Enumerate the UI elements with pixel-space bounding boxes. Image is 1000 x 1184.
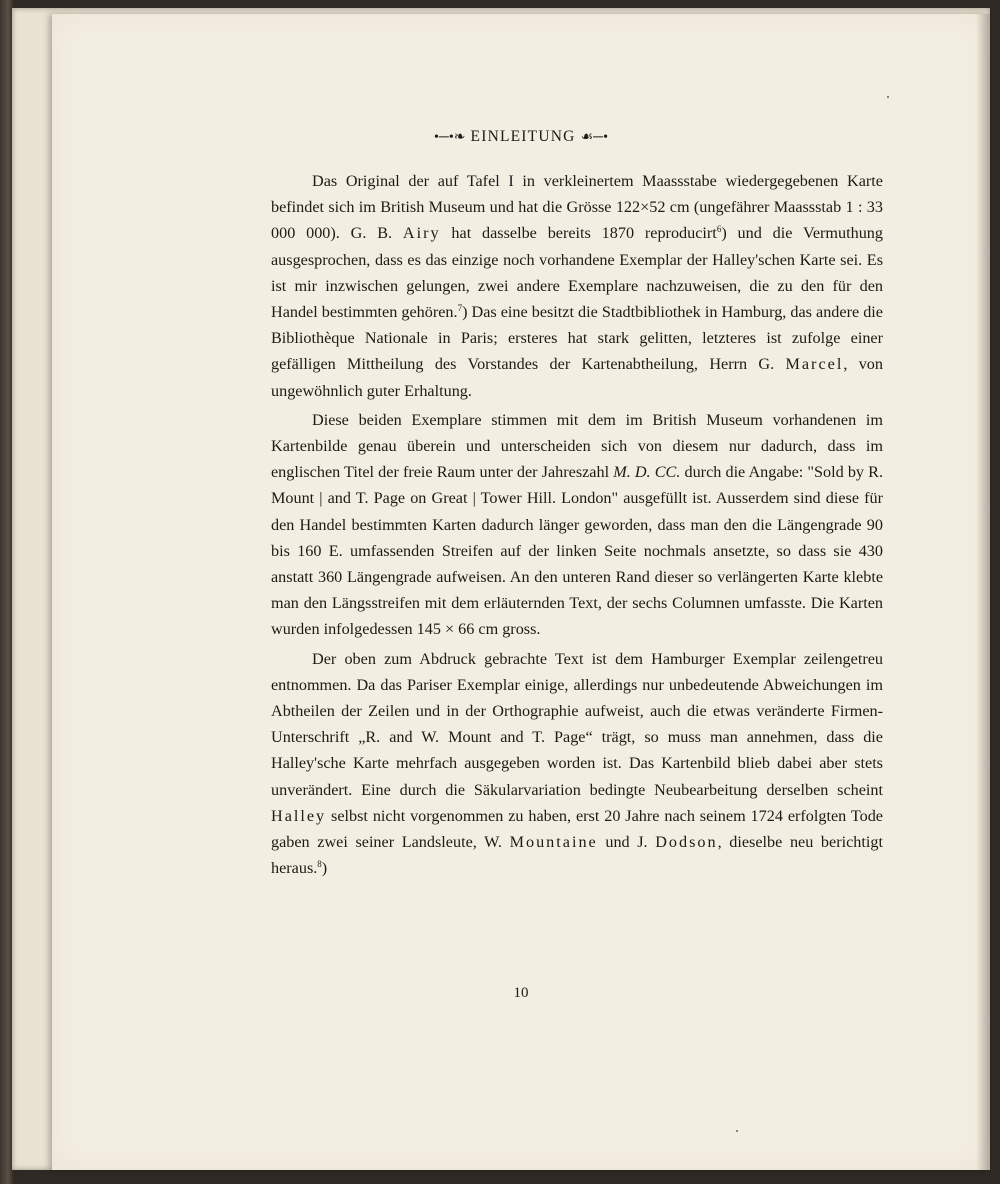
footnote-ref: 6 (716, 224, 722, 235)
paper-speck (887, 96, 889, 98)
text-run: ) Das eine besitzt die Stadtbibliothek in Hamburg, das andere die Bibliothèque Nationale in Paris; ersteres hat stark gelitten, letzteres ist zufolge einer gefälligen Mittheilung des Vorstandes der Kartenabtheilung, Herrn G. (271, 303, 883, 374)
text-run: Das Original der auf Tafel I in verkleinertem Maassstabe wiedergegebenen Karte befindet sich im British Museum und hat die Grösse 122×52 cm (ungefährer Maassstab 1 : 33 000 000). G. B. (271, 172, 883, 243)
text-run: Der oben zum Abdruck gebrachte Text ist dem Hamburger Exemplar zeilengetreu entnommen. Da das Pariser Exemplar einige, allerdings nur unbedeutende Abweichungen im Abtheilen der Zeilen und in der Orthographie aufweist, auch die etwas veränderte Firmen-Unterschrift „R. and W. Mount and T. Page“ trägt, so muss man annehmen, dass die Halley'sche Karte mehrfach ausgegeben worden ist. Das Kartenbild blieb dabei aber stets unverändert. Eine durch die Säkularvariation bedingte Neubearbeitung derselben scheint (271, 649, 883, 799)
text-run: ) und die Vermuthung ausgesprochen, dass es das einzige noch vorhandene Exemplar der Halley'schen Karte sei. Es ist mir inzwischen gelungen, zwei andere Exemplare nachzuweisen, die zu den für den Handel bestimmten gehören. (271, 224, 883, 322)
spaced-name: Dodson (655, 833, 718, 852)
ornament-left-icon: •─•❧ (434, 130, 466, 145)
spaced-name: Airy (402, 224, 441, 243)
page-heading (52, 128, 990, 146)
page-number: 10 (513, 985, 529, 1001)
heading-title: EINLEITUNG (470, 128, 576, 145)
text-run: durch die Angabe: "Sold by R. Mount | and T. Page on Great | Tower Hill. London" ausgefüllt ist. Ausserdem sind diese für den Handel bestimmten Karten dadurch länger geworden, dass man den die Längengrade 90 bis 160 E. umfassenden Streifen auf der linken Seite nochmals ansetzte, so dass sie 430 anstatt 360 Längengrade aufweisen. An den unteren Rand dieser so verlängerten Karte klebte man den Längsstreifen mit dem erläuternden Text, der sechs Columnen umfasste. Die Karten wurden infolgedessen 145 × 66 cm gross. (271, 463, 883, 639)
footnote-ref: 8 (317, 859, 322, 870)
text-run: selbst nicht vorgenommen zu haben, erst 20 Jahre nach seinem 1724 erfolgten Tode gaben zwei seiner Landsleute, W. (271, 806, 883, 852)
text-run: Diese beiden Exemplare stimmen mit dem im British Museum vorhandenen im Kartenbilde genau überein und unterscheiden sich von diesem nur dadurch, dass im englischen Titel der freie Raum unter der Jahreszahl (271, 410, 883, 482)
spaced-name: Mountaine (509, 833, 598, 852)
paragraph-2 (271, 407, 883, 643)
ornament-right-icon: ☙─• (580, 130, 608, 145)
spaced-name: Marcel (785, 355, 844, 374)
book-page (52, 14, 990, 1170)
footnote-ref: 7 (457, 303, 463, 314)
body-text (271, 168, 883, 881)
paragraph-1 (271, 168, 883, 404)
italic-text: M. D. CC. (613, 463, 681, 482)
spaced-name: Halley (271, 806, 327, 825)
text-run: und J. (597, 833, 656, 852)
paragraph-3 (271, 646, 883, 882)
text-run: ) (321, 859, 328, 878)
text-run: , dieselbe neu berichtigt heraus. (271, 833, 883, 878)
text-run: hat dasselbe bereits 1870 reproducirt (440, 224, 717, 243)
text-run: , von ungewöhnlich guter Erhaltung. (271, 355, 883, 400)
paper-speck (736, 1130, 738, 1132)
